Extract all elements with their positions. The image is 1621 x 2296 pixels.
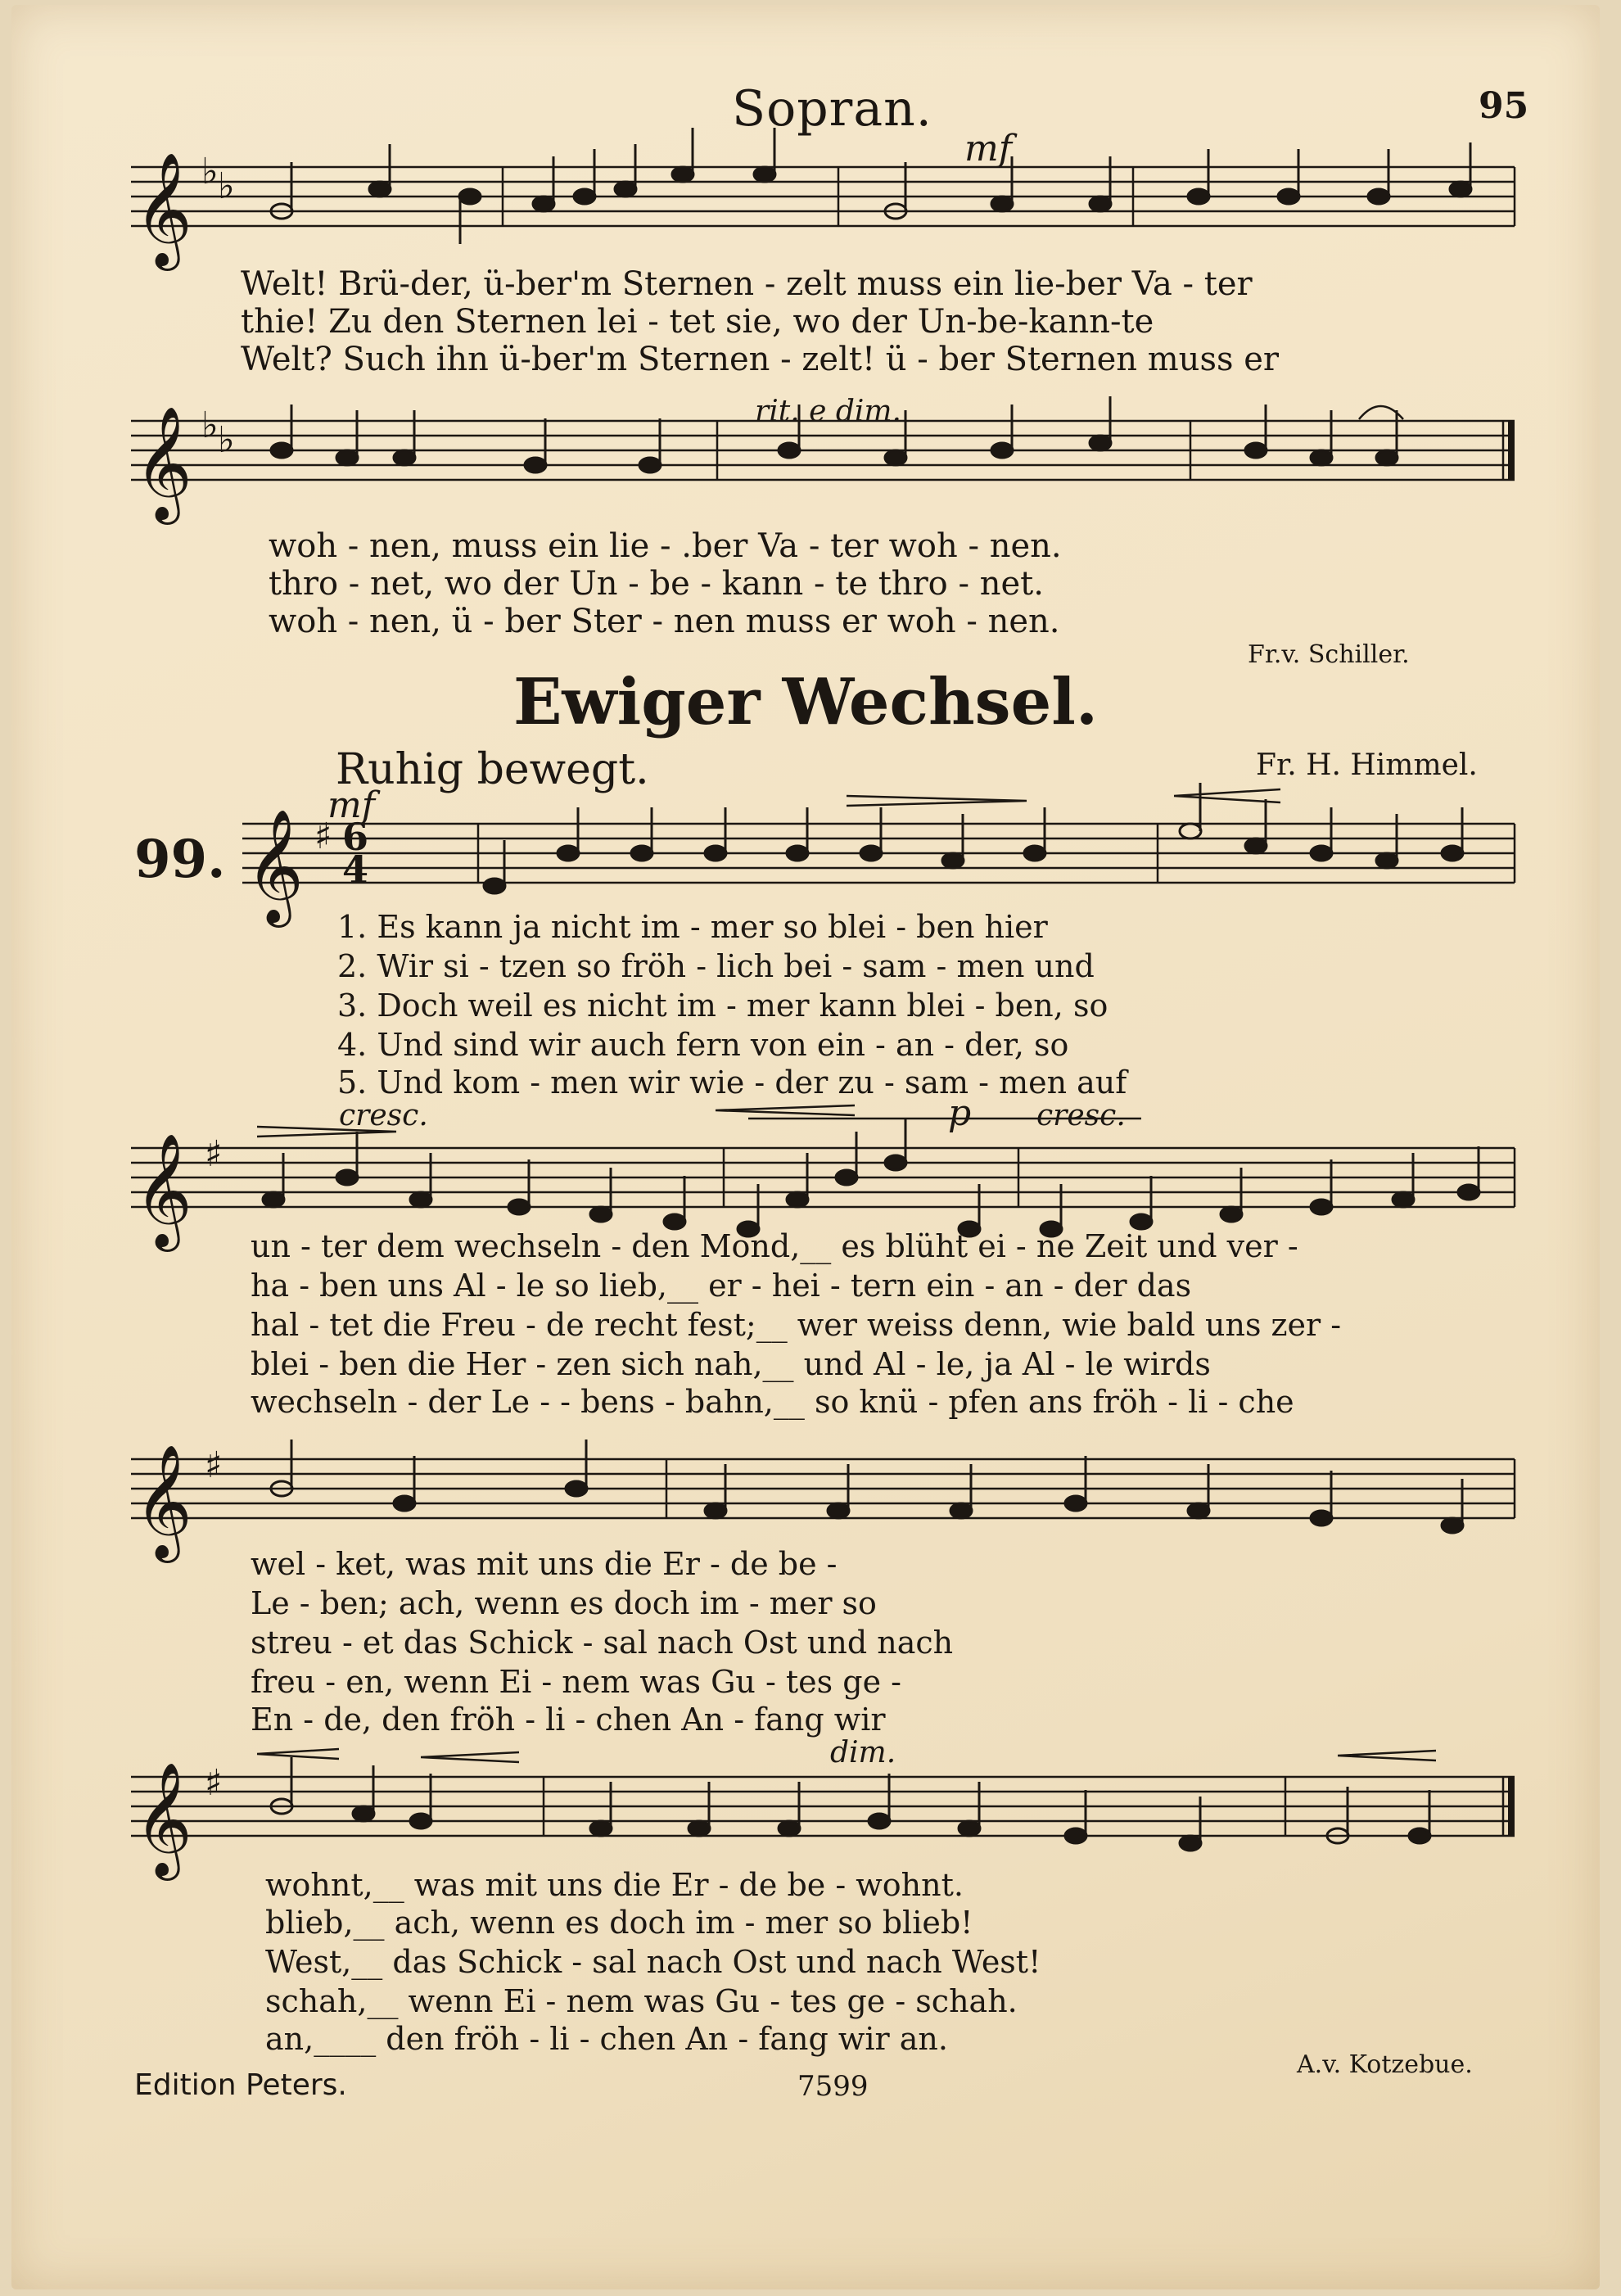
poet-credit: A.v. Kotzebue. xyxy=(1297,2050,1473,2079)
dynamic-cresc: cresc. xyxy=(1036,1099,1126,1132)
treble-clef: 𝄞 xyxy=(134,406,192,520)
dynamic-rit-dim: rit. e dim. xyxy=(755,395,901,428)
sharp-sign: ♯ xyxy=(205,1444,223,1486)
song2-s2-verse-5: wechseln - der Le - - bens - bahn,__ so knü - pfen ans fröh - li - che xyxy=(251,1384,1294,1420)
song2-s3-verse-5: En - de, den fröh - li - chen An - fang wir xyxy=(251,1702,886,1738)
song2-s4-verse-1: wohnt,__ was mit uns die Er - de be - wohnt. xyxy=(265,1867,964,1903)
staff-5 xyxy=(131,1459,1515,1518)
song1-system1-lyric-1: Welt! Brü-der, ü-ber'm Sternen - zelt muss ein lie-ber Va - ter xyxy=(241,265,1253,303)
song2-s4-verse-5: an,____ den fröh - li - chen An - fang wir an. xyxy=(265,2021,948,2057)
page-number: 95 xyxy=(1479,85,1529,127)
poet-credit: Fr.v. Schiller. xyxy=(1248,640,1410,669)
song2-s1-verse-2: 2. Wir si - tzen so fröh - lich bei - sam - men und xyxy=(337,948,1095,984)
dynamic-p: p xyxy=(948,1092,972,1134)
treble-clef: 𝄞 xyxy=(134,1762,192,1876)
flat-sign: ♭ xyxy=(201,405,219,446)
song-number: 99. xyxy=(134,829,226,890)
song2-s3-verse-1: wel - ket, was mit uns die Er - de be - xyxy=(251,1546,838,1582)
song2-s3-verse-3: streu - et das Schick - sal nach Ost und nach xyxy=(251,1625,954,1661)
song-title: Ewiger Wechsel. xyxy=(512,665,1099,739)
treble-clef: 𝄞 xyxy=(134,152,192,266)
time-signature-bottom: 4 xyxy=(342,847,369,892)
song2-s4-verse-2: blieb,__ ach, wenn es doch im - mer so blieb! xyxy=(265,1905,973,1941)
treble-clef: 𝄞 xyxy=(246,809,304,923)
staff-6 xyxy=(131,1777,1515,1836)
song1-system2-lyric-2: thro - net, wo der Un - be - kann - te thro - net. xyxy=(269,565,1044,603)
treble-clef: 𝄞 xyxy=(134,1444,192,1558)
song1-system1-lyric-2: thie! Zu den Sternen lei - tet sie, wo der Un-be-kann-te xyxy=(241,303,1154,341)
dynamic-cresc: cresc. xyxy=(339,1099,428,1132)
dynamic-mf: mf xyxy=(327,784,376,826)
song2-s3-verse-2: Le - ben; ach, wenn es doch im - mer so xyxy=(251,1585,877,1621)
svg-text:♭: ♭ xyxy=(218,419,235,461)
svg-text:♭: ♭ xyxy=(218,165,235,207)
sharp-sign: ♯ xyxy=(205,1133,223,1175)
flat-sign: ♭ xyxy=(201,151,219,192)
song1-system1-lyric-3: Welt? Such ihn ü-ber'm Sternen - zelt! ü - ber Sternen muss er xyxy=(241,341,1280,378)
staff-1 xyxy=(131,167,1515,226)
song1-system2-lyric-3: woh - nen, ü - ber Ster - nen muss er woh - nen. xyxy=(269,603,1060,640)
song2-s2-verse-1: un - ter dem wechseln - den Mond,__ es blüht ei - ne Zeit und ver - xyxy=(251,1228,1298,1264)
song2-s3-verse-4: freu - en, wenn Ei - nem was Gu - tes ge - xyxy=(251,1664,901,1700)
song2-s1-verse-5: 5. Und kom - men wir wie - der zu - sam - men auf xyxy=(337,1064,1127,1101)
publisher-label: Edition Peters. xyxy=(134,2068,347,2102)
header-title: Sopran. xyxy=(732,80,932,138)
sharp-sign: ♯ xyxy=(205,1762,223,1804)
song2-s2-verse-4: blei - ben die Her - zen sich nah,__ und Al - le, ja Al - le wirds xyxy=(251,1346,1211,1382)
time-signature-top: 6 xyxy=(342,815,369,859)
sharp-sign: ♯ xyxy=(314,816,332,857)
score-page xyxy=(11,5,1600,2289)
dynamic-dim: dim. xyxy=(830,1736,896,1769)
dynamic-mf: mf xyxy=(964,128,1013,169)
song1-system2-lyric-1: woh - nen, muss ein lie - .ber Va - ter woh - nen. xyxy=(269,527,1062,565)
song2-s2-verse-2: ha - ben uns Al - le so lieb,__ er - hei - tern ein - an - der das xyxy=(251,1268,1192,1304)
staff-2 xyxy=(131,421,1515,480)
song2-s4-verse-3: West,__ das Schick - sal nach Ost und nach West! xyxy=(265,1944,1041,1980)
plate-number: 7599 xyxy=(797,2070,869,2103)
song2-s4-verse-4: schah,__ wenn Ei - nem was Gu - tes ge - schah. xyxy=(265,1983,1018,2019)
treble-clef: 𝄞 xyxy=(134,1133,192,1247)
song2-s1-verse-4: 4. Und sind wir auch fern von ein - an - der, so xyxy=(337,1027,1069,1063)
song2-s1-verse-3: 3. Doch weil es nicht im - mer kann blei - ben, so xyxy=(337,988,1109,1024)
composer-credit: Fr. H. Himmel. xyxy=(1256,748,1478,782)
song2-s1-verse-1: 1. Es kann ja nicht im - mer so blei - ben hier xyxy=(337,909,1048,945)
tempo-marking: Ruhig bewegt. xyxy=(336,745,649,794)
song2-s2-verse-3: hal - tet die Freu - de recht fest;__ wer weiss denn, wie bald uns zer - xyxy=(251,1307,1342,1343)
